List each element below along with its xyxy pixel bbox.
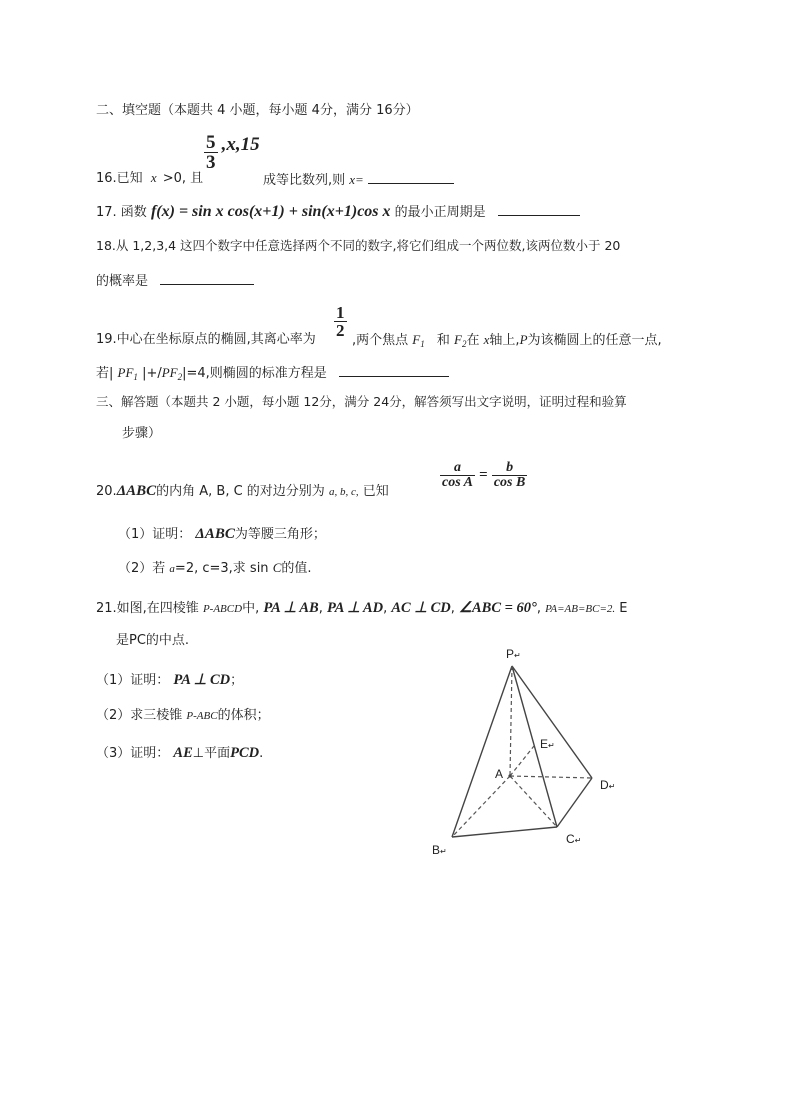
q19-answer-blank	[339, 364, 449, 377]
q21-p3-b: AE	[173, 745, 193, 761]
q16-fraction	[204, 133, 218, 172]
label-B: B↵	[432, 843, 447, 857]
q19-line1-e: 为该椭圆上的任意一点,	[527, 333, 662, 348]
q19-pf1	[118, 365, 138, 380]
q20-text2: 已知	[362, 484, 389, 499]
q20-prefix: 20.	[96, 484, 117, 499]
edge-PA	[510, 666, 512, 776]
q16-prefix: 16.已知	[96, 171, 143, 186]
q20-frac-b	[492, 461, 528, 490]
q21-p2-a: （2）求三棱锥	[96, 708, 183, 723]
q17-formula: f(x) = sin x cos(x+1) + sin(x+1)cos x	[150, 203, 391, 220]
q20-equation	[440, 461, 527, 490]
q21-prefix: 21.如图,在四棱锥	[96, 601, 199, 616]
edge-AB	[452, 776, 510, 837]
q17	[96, 203, 580, 220]
q20-p1-b: 为等腰三角形；	[234, 527, 326, 542]
q21-cond2: PA ⊥ AD	[326, 600, 384, 616]
q19-line1-c: 在	[466, 333, 480, 348]
q21-stem: 21.如图,在四棱锥 P-ABCD中, PA ⊥ AB, PA ⊥ AD, AC ⊥ CD, ∠ABC = 60°, PA=AB=BC=2. E	[96, 600, 628, 616]
q17-answer-blank	[498, 203, 580, 216]
q19-f2	[454, 332, 466, 347]
q19-line1-b: ,两个焦点	[352, 333, 409, 348]
q19-pf2-letters: PF	[161, 365, 178, 380]
q20-fb-den: cos B	[493, 475, 526, 490]
q21-part3	[96, 746, 263, 761]
point-A	[508, 774, 511, 777]
q20-p1-triangle: ΔABC	[195, 526, 235, 542]
q19-f1-letter: F	[412, 332, 421, 347]
q19-x: x	[483, 332, 490, 347]
q19-f1-sub: 1	[420, 339, 425, 349]
label-A: A	[495, 767, 504, 781]
q20-fb-num: b	[506, 460, 514, 475]
q16-frac-den: 3	[206, 152, 216, 173]
q19-frac-den: 2	[336, 321, 345, 340]
q16-answer-blank	[368, 171, 454, 184]
q21-p1-b: PA ⊥ CD	[173, 672, 231, 688]
q19-pf2-sub: 2	[177, 372, 183, 382]
q18-line2-text: 的概率是	[96, 274, 149, 289]
q21-p3-a: （3）证明：	[96, 746, 170, 761]
q21-p1-a: （1）证明：	[96, 673, 170, 688]
section-2-title: 二、填空题（本题共 4 小题，每小题 4分，满分 16分）	[96, 103, 419, 118]
q20-p2-var: a	[169, 563, 175, 575]
q19-and: 和	[436, 333, 450, 348]
q21-p2-b: P-ABC	[186, 710, 218, 722]
q19-f1	[412, 332, 424, 347]
q20-p2-d: 的值.	[281, 561, 312, 576]
q18-line2	[96, 272, 254, 288]
q20-frac-a	[440, 461, 475, 490]
q20-p2-a: （2）若	[118, 561, 166, 576]
q19-pf1-letters: PF	[117, 365, 134, 380]
label-D: D↵	[600, 778, 616, 792]
q16-seq-rest: ,x,15	[221, 134, 260, 155]
q20-part1	[118, 527, 326, 542]
q21-p1-c: ；	[230, 673, 244, 688]
q18-line1: 18.从 1,2,3,4 这四个数字中任意选择两个不同的数字,将它们组成一个两位数,该两位数小于 20	[96, 238, 621, 253]
q19-line1-left	[96, 333, 316, 346]
q19-pf1-sub: 1	[133, 372, 138, 382]
q19-line2-c: |=4,则椭圆的标准方程是	[182, 366, 327, 381]
section-3-title-line2: 步骤）	[122, 426, 162, 441]
q19-line1-a: 19.中心在坐标原点的椭圆,其离心率为	[96, 332, 316, 347]
q20-triangle: ΔABC	[116, 483, 157, 499]
q16-suffix: 成等比数列,则	[263, 173, 346, 188]
label-C: C↵	[566, 832, 582, 846]
q21-line2: 是PC的中点.	[116, 633, 190, 648]
q21-cond1: PA ⊥ AB	[263, 600, 319, 616]
q19-line1-right	[352, 333, 662, 349]
q19-fraction	[334, 304, 347, 339]
q16	[96, 133, 204, 186]
q21-cond3: AC ⊥ CD	[391, 600, 451, 616]
q21-part1	[96, 673, 243, 688]
edge-PB	[452, 666, 512, 837]
q20-p2-c: C	[272, 560, 282, 575]
q19-line2-b: |+/	[142, 366, 162, 381]
q20-fa-num: a	[453, 460, 461, 475]
q21-p3-c: ⊥平面	[192, 746, 231, 761]
edge-BC	[452, 827, 557, 837]
q16-ans-var: x=	[349, 172, 364, 187]
q19-pf2	[162, 365, 182, 380]
q20-part2	[118, 561, 312, 575]
q20-abc: a, b, c,	[328, 486, 359, 498]
q19-line1-d: 轴上,	[489, 333, 520, 348]
label-E: E↵	[540, 737, 555, 751]
pyramid-figure	[420, 640, 630, 865]
q20-text1: 的内角 A, B, C 的对边分别为	[156, 484, 325, 499]
q21-p3-d: PCD	[230, 745, 260, 761]
edge-CD	[557, 778, 592, 827]
segment-AE	[510, 746, 534, 776]
label-P: P↵	[506, 647, 521, 661]
edge-PD	[512, 666, 592, 778]
q20-stem	[96, 484, 389, 499]
q21-p2-c: 的体积；	[217, 708, 270, 723]
q20-fa-den: cos A	[442, 475, 473, 490]
q21-part2	[96, 709, 270, 722]
q19-line2-a: 若|	[96, 366, 114, 381]
q20-p1-a: （1）证明：	[118, 527, 192, 542]
q19-p: P	[519, 332, 528, 347]
section-3-title-line1: 三、解答题（本题共 2 小题，每小题 12分，满分 24分，解答须写出文字说明，证明过程和验算	[96, 394, 627, 409]
q16-suffix-line	[263, 171, 454, 187]
q17-prefix: 17. 函数	[96, 205, 147, 220]
q16-frac-num: 5	[206, 132, 216, 153]
q21-p3-e: .	[259, 746, 264, 761]
q19-frac-num: 1	[336, 303, 345, 322]
q20-eq: =	[479, 467, 488, 483]
q16-cond-rest: >0, 且	[162, 171, 204, 186]
edge-AD	[510, 776, 592, 778]
q21-pyramid: P-ABCD	[202, 603, 243, 615]
q21-given: PA=AB=BC=2.	[545, 603, 616, 615]
q16-cond-var: x	[150, 170, 157, 185]
q19-frac	[334, 304, 347, 339]
q19-f2-sub: 2	[461, 339, 467, 349]
q20-p2-b: =2, c=3,求 sin	[174, 561, 269, 576]
q21-mid: 中,	[242, 601, 260, 616]
q17-suffix: 的最小正周期是	[394, 205, 486, 220]
q21-e: E	[619, 601, 628, 616]
q16-sequence	[204, 133, 260, 172]
q19-line2	[96, 364, 449, 382]
q21-cond4: ∠ABC = 60°	[459, 600, 537, 616]
q19-f2-letter: F	[454, 332, 462, 347]
q18-answer-blank	[160, 272, 254, 285]
